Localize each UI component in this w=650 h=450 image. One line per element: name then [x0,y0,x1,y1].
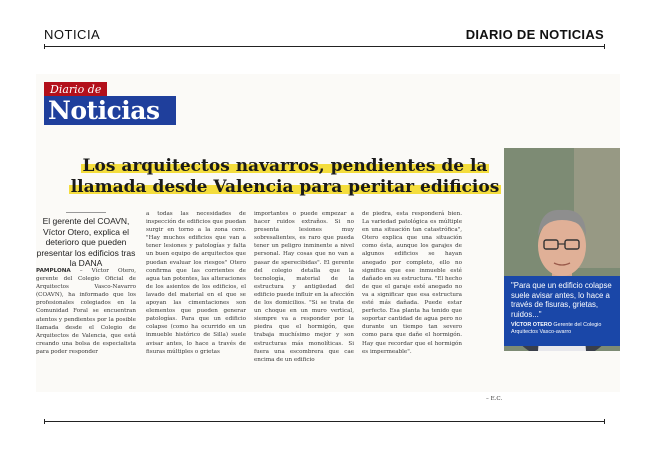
section-label: NOTICIA [44,27,101,42]
body-column-3: importantes o puede empezar a hacer ruidos extraños. Si no presenta lesiones muy sobresalientes, es raro que pueda tener un peligro inminente a nivel personal. Hay cosas que no van a pasar de sperecibidas". El gerente del colegio detalla que la tecnología, material de la estructura y antigüedad del edificio puede influir en la afección de los domicilios. "Si se trata de un choque en un muro vertical, siempre va a responder por la piedra que el hormigón, que trabaja muchísimo mejor y son estructuras más monolíticas. Si fuera una escombrera que cae encima de un edificio [254,211,354,363]
headline [60,156,510,198]
top-divider [44,46,605,47]
publication-name: DIARIO DE NOTICIAS [465,27,604,42]
headline-line-1: Los arquitectos navarros, pendientes de la [82,156,488,176]
quote-byline [511,322,615,336]
byline-role: Gerente del Colegio Arquitectos Vasco-avarro [511,322,602,335]
pull-quote: "Para que un edificio colapse suele avisar antes, lo hace a través de fisuras, grietas, ruidos..." [511,281,612,319]
bottom-divider [44,421,605,422]
headline-line-2: llamada desde Valencia para peritar edificios [70,177,500,197]
deck-divider [66,212,106,213]
body-text: – Víctor Otero, gerente del Colegio Oficial de Arquitectos Vasco-Navarro (COAVN), ha informado que los profesionales colegiados en la Comunidad Foral se encuentran atentos y pendientes por la posible llamada desde el Colegio de Arquitectos de Valencia, que está creando una bolsa de especialista para poder responder [36,268,136,355]
author-signature: – E.C. [486,396,503,402]
newspaper-logo: Noticias [44,96,176,125]
logo-subtitle: Diario de [44,82,107,97]
body-column-2: a todas las necesidades de inspección de edificios que puedan surgir en torno a la zona cero. "Hay muchos edificios que van a tener lesiones y patologías y falta un buen equipo de arquitectos que puedan evaluar los riesgos" Otero confirma que las corrientes de agua tan potentes, las alteraciones de los asientos de los edificios, el lavado del material en el que se apoyan las cimentaciones son elementos que pueden generar patologías. Para que un edificio colapse (como ha ocurrido en un inmueble histórico de Silla) suele avisar antes, lo hace a través de fisuras múltiples o grietas [146,211,246,355]
body-column-1 [36,267,136,355]
article-deck: El gerente del COAVN, Víctor Otero, explica el deterioro que pueden presentar los edificios tras la DANA [36,216,136,268]
dateline: PAMPLONA [36,268,71,274]
byline-name: VÍCTOR OTERO [511,322,552,328]
body-column-4: de piedra, esta responderá bien. La variedad patológica es múltiple en una situación tan catastrófica", Otero explica que una situación como ésta, aunque los garajes de algunos edificios se hayan anegado por completo, ello no significa que ese inmueble esté dañado en su estructura. "El hecho de que el garaje esté anegado no va a significar que esa estructura esté más dañada. Puede estar perfecto. Esa planta ha tenido que soportar cantidad de agua pero no durante un tiempo tan severo como para que dañe el hormigón. Hay que recordar que el hormigón es impermeable". [362,211,462,355]
